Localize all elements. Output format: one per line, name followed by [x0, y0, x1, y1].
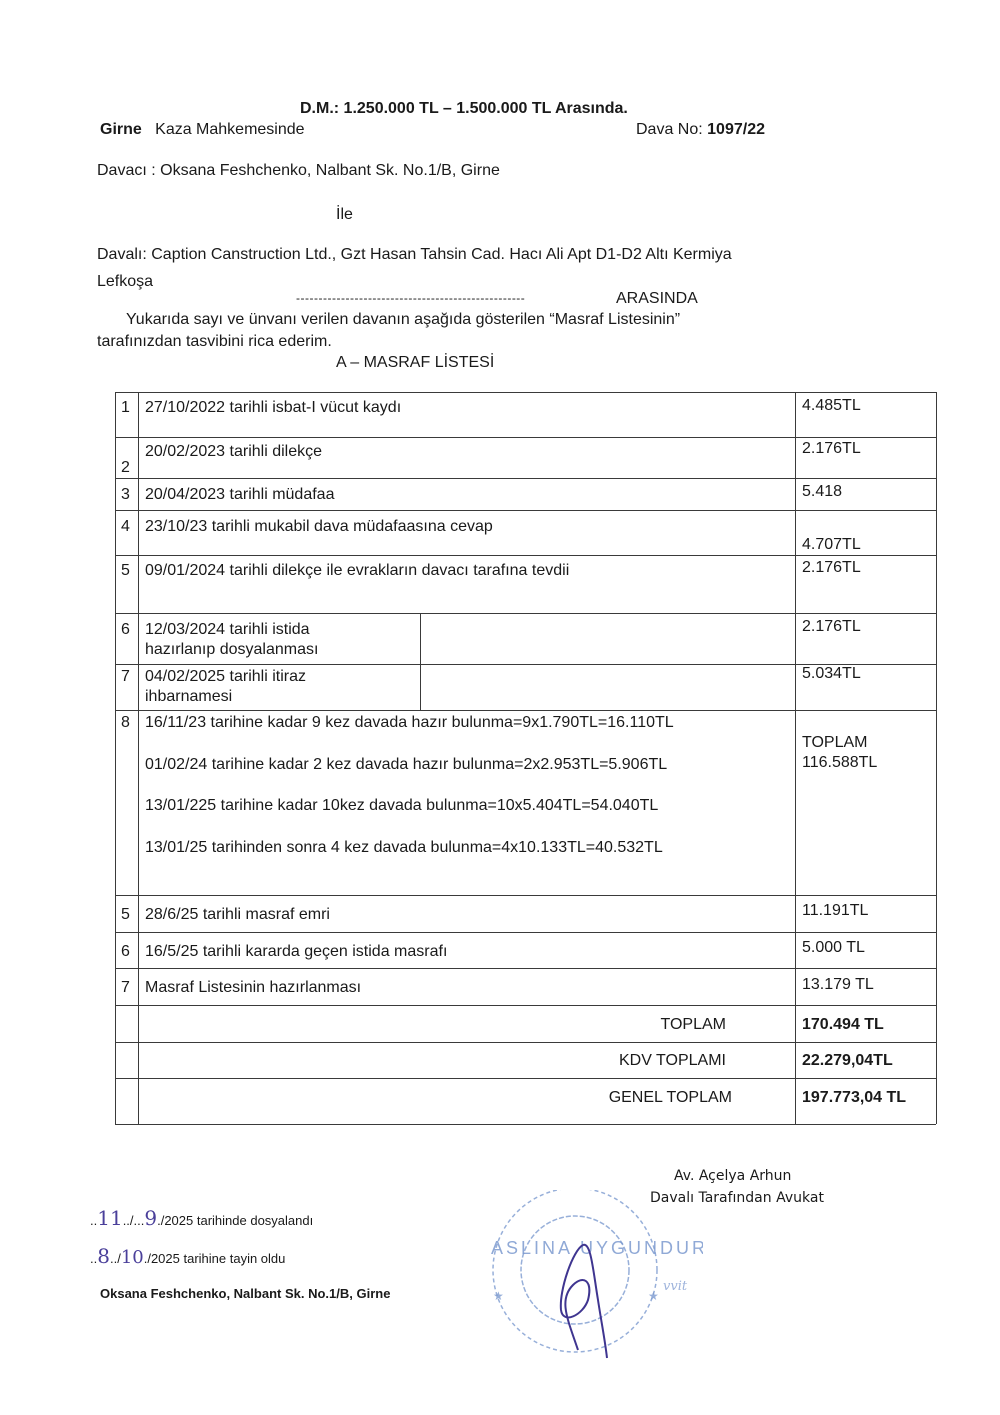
attendance-line: 13/01/225 tarihine kadar 10kez davada bulunma=10x5.404TL=54.040TL [145, 797, 659, 814]
court-name: Kaza Mahkemesinde [155, 121, 305, 138]
row-number: 3 [121, 486, 130, 503]
row-amount: 5.000 TL [802, 939, 865, 956]
defendant-line-2: Lefkoşa [97, 273, 154, 290]
row-description: 20/02/2023 tarihli dilekçe [145, 443, 323, 460]
filed-month: 9 [144, 1206, 158, 1230]
row-description: 27/10/2022 tarihli isbat-I vücut kaydı [145, 399, 402, 416]
assigned-day: 8 [97, 1244, 110, 1268]
row-description-line-2: ihbarnamesi [145, 688, 233, 705]
row-description: 09/01/2024 tarihli dilekçe ile evrakların davacı tarafına tevdii [145, 562, 570, 579]
svg-text:★: ★ [648, 1289, 659, 1303]
lawyer-role: Davalı Tarafından Avukat [650, 1190, 824, 1206]
court-stamp [483, 1190, 703, 1360]
row-description: 23/10/23 tarihli mukabil dava müdafaasına cevap [145, 518, 493, 535]
row-description-line-1: 04/02/2025 tarihli itiraz [145, 668, 306, 685]
row-description-line-1: 12/03/2024 tarihli istida [145, 621, 310, 638]
row-number: 7 [121, 668, 130, 685]
row-number: 1 [121, 399, 130, 416]
intro-line-2: tarafınızdan tasvibini rica ederim. [97, 333, 332, 350]
filed-suffix: /2025 tarihinde dosyalandı [160, 1213, 314, 1228]
grand-total-amount: 197.773,04 TL [802, 1089, 907, 1106]
signature-icon [543, 1230, 623, 1360]
row-number: 6 [121, 943, 130, 960]
court-line [100, 121, 305, 139]
row-description-line-2: hazırlanıp dosyalanması [145, 641, 319, 658]
row-amount: 4.485TL [802, 397, 861, 414]
dm-range-heading: D.M.: 1.250.000 TL – 1.500.000 TL Arasında. [300, 100, 628, 117]
ile-text: İle [336, 206, 353, 223]
row-description: 20/04/2023 tarihli müdafaa [145, 486, 335, 503]
total-label: TOPLAM [660, 1016, 726, 1033]
plaintiff-line: Davacı : Oksana Feshchenko, Nalbant Sk. No.1/B, Girne [97, 162, 500, 179]
attendance-line: 13/01/25 tarihinden sonra 4 kez davada bulunma=4x10.133TL=40.532TL [145, 839, 663, 856]
arasinda-text: ARASINDA [616, 290, 698, 307]
row-amount: 2.176TL [802, 618, 861, 635]
defendant-line-1: Davalı: Caption Canstruction Ltd., Gzt Hasan Tahsin Cad. Hacı Ali Apt D1-D2 Altı Kermiya [97, 246, 732, 263]
svg-text:★: ★ [493, 1289, 504, 1303]
row-amount: 5.034TL [802, 665, 861, 682]
row-description: 28/6/25 tarihli masraf emri [145, 906, 330, 923]
row-amount: 2.176TL [802, 559, 861, 576]
row-number: 7 [121, 979, 130, 996]
attendance-line: 01/02/24 tarihine kadar 2 kez davada hazır bulunma=2x2.953TL=5.906TL [145, 756, 668, 773]
case-number-value: 1097/22 [707, 121, 765, 138]
lawyer-name: Av. Açelya Arhun [674, 1168, 792, 1184]
filed-date-line: ..11../...9./2025 tarihinde dosyalandı [90, 1206, 314, 1230]
row-number: 5 [121, 562, 130, 579]
row-number: 5 [121, 906, 130, 923]
footer-address: Oksana Feshchenko, Nalbant Sk. No.1/B, Girne [100, 1286, 391, 1301]
row-amount: 2.176TL [802, 440, 861, 457]
row-amount: 13.179 TL [802, 976, 874, 993]
vat-total-amount: 22.279,04TL [802, 1052, 893, 1069]
row-number: 2 [121, 459, 130, 476]
attendance-line: 16/11/23 tarihine kadar 9 kez davada hazır bulunma=9x1.790TL=16.110TL [145, 714, 674, 731]
grand-total-label: GENEL TOPLAM [608, 1089, 732, 1106]
case-number [636, 121, 765, 139]
row-number: 8 [121, 714, 130, 731]
list-title: A – MASRAF LİSTESİ [336, 354, 495, 371]
row-number: 4 [121, 518, 130, 535]
row-amount: 5.418 [802, 483, 843, 500]
assigned-suffix: /2025 tarihine tayin oldu [147, 1251, 286, 1266]
expense-table [115, 392, 936, 1124]
row-amount-label: TOPLAM [802, 734, 868, 751]
row-number: 6 [121, 621, 130, 638]
row-amount: 116.588TL [802, 754, 878, 771]
vat-total-label: KDV TOPLAMI [619, 1052, 726, 1069]
row-description: Masraf Listesinin hazırlanması [145, 979, 362, 996]
assigned-month: 10 [120, 1247, 144, 1268]
separator-dashes: --------------------------------------------------- [296, 291, 526, 305]
total-amount: 170.494 TL [802, 1016, 884, 1033]
assigned-date-line: ..8../10./2025 tarihine tayin oldu [90, 1244, 286, 1268]
svg-text:ASLINA UYGUNDUR: ASLINA UYGUNDUR [491, 1238, 703, 1258]
case-number-label: Dava No: [636, 121, 703, 138]
row-amount: 4.707TL [802, 536, 861, 553]
intro-line-1: Yukarıda sayı ve ünvanı verilen davanın aşağıda gösterilen “Masraf Listesinin” [126, 311, 681, 328]
court-city: Girne [100, 121, 142, 138]
filed-day: 11 [97, 1206, 123, 1230]
svg-text:vvit: vvit [663, 1279, 688, 1294]
row-description: 16/5/25 tarihli kararda geçen istida masrafı [145, 943, 448, 960]
row-amount: 11.191TL [802, 902, 869, 919]
